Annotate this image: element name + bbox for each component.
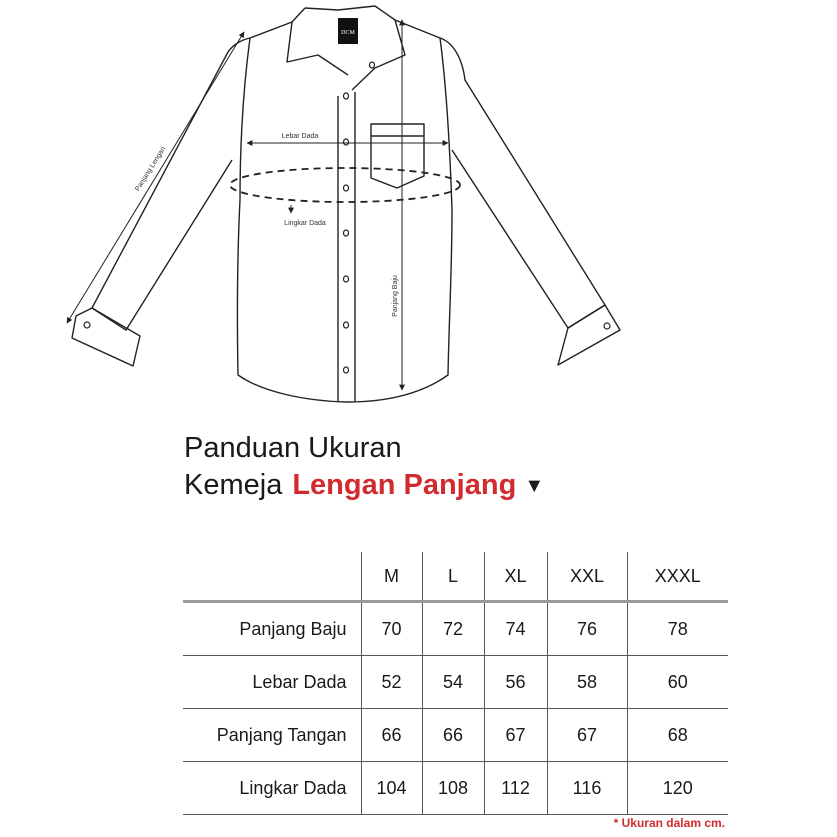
right-sleeve (440, 38, 605, 328)
table-cell: 54 (422, 656, 484, 709)
sleeve-length-arrow (67, 32, 244, 323)
table-cell: 68 (627, 709, 728, 762)
table-cell: 120 (627, 762, 728, 815)
row-label: Panjang Baju (183, 602, 361, 656)
size-table-container (183, 552, 728, 815)
shirt-button (344, 185, 349, 191)
table-cell: 67 (484, 709, 547, 762)
title-prefix: Kemeja (184, 469, 283, 501)
size-header: L (422, 552, 484, 602)
table-header-row (183, 552, 728, 602)
table-cell: 72 (422, 602, 484, 656)
size-header: M (361, 552, 422, 602)
chest-circumference-label: Lingkar Dada (284, 220, 326, 227)
table-row (183, 709, 728, 762)
title-accent: Lengan Panjang (292, 469, 517, 501)
shirt-button (344, 322, 349, 328)
collar-button (370, 62, 375, 68)
units-footnote: * Ukuran dalam cm. (613, 816, 725, 830)
title-line-2 (184, 467, 544, 505)
table-cell: 66 (361, 709, 422, 762)
shirt-button (344, 139, 349, 145)
table-corner (183, 552, 361, 602)
left-sleeve (92, 38, 250, 330)
caret-down-icon: ▼ (524, 475, 545, 497)
table-row (183, 602, 728, 656)
table-cell: 66 (422, 709, 484, 762)
table-cell: 60 (627, 656, 728, 709)
row-label: Lingkar Dada (183, 762, 361, 815)
table-cell: 56 (484, 656, 547, 709)
size-header: XXL (547, 552, 627, 602)
table-cell: 104 (361, 762, 422, 815)
chest-pocket (371, 124, 424, 188)
left-cuff (72, 308, 140, 366)
shirt-button (344, 230, 349, 236)
row-label: Lebar Dada (183, 656, 361, 709)
table-cell: 74 (484, 602, 547, 656)
table-row (183, 762, 728, 815)
right-cuff (558, 305, 620, 365)
shirt-button (344, 93, 349, 99)
brand-tag-text: DCM (341, 30, 355, 36)
table-cell: 58 (547, 656, 627, 709)
collar-right (352, 20, 405, 90)
table-cell: 67 (547, 709, 627, 762)
size-table (183, 552, 728, 815)
table-cell: 116 (547, 762, 627, 815)
cuff-button (604, 323, 610, 329)
chest-width-label: Lebar Dada (281, 133, 319, 140)
table-cell: 76 (547, 602, 627, 656)
row-label: Panjang Tangan (183, 709, 361, 762)
cuff-button (84, 322, 90, 328)
shirt-button (344, 276, 349, 282)
sleeve-length-label: Panjang Lengan (134, 145, 168, 193)
shirt-body-outline (237, 20, 452, 402)
size-header: XL (484, 552, 547, 602)
table-cell: 78 (627, 602, 728, 656)
title-line-1: Panduan Ukuran (184, 432, 402, 464)
size-header: XXXL (627, 552, 728, 602)
shirt-button (344, 367, 349, 373)
table-row (183, 656, 728, 709)
table-cell: 108 (422, 762, 484, 815)
table-cell: 52 (361, 656, 422, 709)
table-cell: 112 (484, 762, 547, 815)
size-guide-title (184, 430, 544, 505)
body-length-label: Panjang Baju (392, 275, 399, 317)
collar-stand (305, 6, 395, 20)
table-cell: 70 (361, 602, 422, 656)
